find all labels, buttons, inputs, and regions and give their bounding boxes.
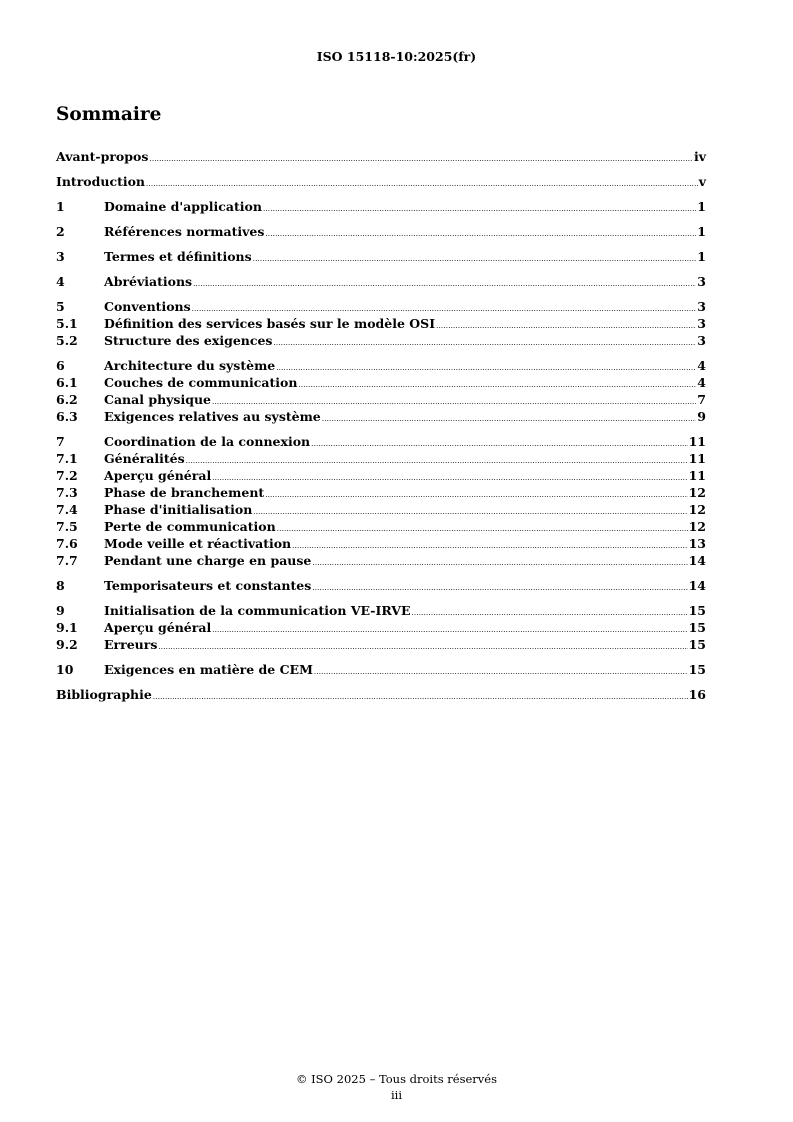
toc-entry-number: 4	[56, 274, 65, 289]
toc-dot-leader	[149, 151, 693, 168]
toc-entry-page[interactable]: 3	[697, 299, 706, 314]
toc-entry-line	[104, 552, 706, 572]
toc-entry-number: 6.2	[56, 392, 78, 407]
toc-entry-page[interactable]: 14	[688, 553, 706, 568]
toc-entry-number: 2	[56, 224, 65, 239]
toc-entry-page[interactable]: 11	[688, 468, 706, 483]
toc-entry-page[interactable]: 4	[697, 375, 706, 390]
toc-entry-number: 7.1	[56, 451, 78, 466]
toc-entry-page[interactable]: 15	[688, 603, 706, 618]
toc-entry-line	[104, 636, 706, 656]
toc-dot-leader	[253, 251, 697, 268]
toc-entry[interactable]	[56, 332, 706, 349]
toc-dot-leader	[312, 580, 687, 597]
toc-dot-leader	[193, 276, 696, 293]
toc-entry[interactable]	[56, 223, 706, 240]
toc-entry[interactable]	[56, 374, 706, 391]
toc-entry-label[interactable]: Perte de communication	[104, 519, 276, 534]
toc-dot-leader	[312, 555, 687, 572]
toc-entry-number: 9	[56, 603, 65, 618]
toc-entry-page[interactable]: 7	[697, 392, 706, 407]
toc-entry[interactable]	[56, 433, 706, 450]
toc-entry-line	[104, 577, 706, 597]
toc-entry-page[interactable]: 12	[688, 485, 706, 500]
toc-entry[interactable]	[56, 636, 706, 653]
toc-entry-line	[104, 408, 706, 428]
toc-entry-number: 7.3	[56, 485, 78, 500]
toc-entry-page[interactable]: 1	[697, 224, 706, 239]
toc-dot-leader	[314, 664, 688, 681]
toc-entry[interactable]	[56, 173, 706, 190]
toc-entry[interactable]	[56, 602, 706, 619]
toc-entry-page[interactable]: 3	[697, 316, 706, 331]
page-number: iii	[390, 1088, 403, 1102]
toc-entry-line	[104, 198, 706, 218]
toc-entry-line	[104, 248, 706, 268]
toc-entry-label[interactable]: Bibliographie	[56, 687, 152, 702]
toc-entry-label[interactable]: Exigences relatives au système	[104, 409, 321, 424]
toc-entry[interactable]	[56, 148, 706, 165]
toc-dot-leader	[263, 201, 696, 218]
toc-entry[interactable]	[56, 450, 706, 467]
toc-entry[interactable]	[56, 273, 706, 290]
toc-entry-page[interactable]: v	[698, 174, 706, 189]
toc-entry-page[interactable]: 12	[688, 519, 706, 534]
toc-entry-label[interactable]: Structure des exigences	[104, 333, 273, 348]
toc-entry[interactable]	[56, 484, 706, 501]
toc-entry-page[interactable]: 15	[688, 637, 706, 652]
toc-entry[interactable]	[56, 686, 706, 703]
table-of-contents	[56, 148, 706, 703]
toc-entry-label[interactable]: Généralités	[104, 451, 185, 466]
toc-entry-line	[104, 332, 706, 352]
toc-entry-label[interactable]: Abréviations	[104, 274, 193, 289]
toc-entry[interactable]	[56, 298, 706, 315]
toc-entry-number: 10	[56, 662, 74, 677]
toc-entry-label[interactable]: Domaine d'application	[104, 199, 262, 214]
toc-entry-line	[56, 173, 706, 193]
toc-entry[interactable]	[56, 467, 706, 484]
toc-dot-leader	[146, 176, 698, 193]
toc-entry-label[interactable]: Coordination de la connexion	[104, 434, 311, 449]
toc-entry-number: 5	[56, 299, 65, 314]
toc-entry-page[interactable]: 13	[688, 536, 706, 551]
toc-dot-leader	[265, 226, 696, 243]
toc-entry[interactable]	[56, 391, 706, 408]
toc-entry-page[interactable]: 12	[688, 502, 706, 517]
toc-entry-label[interactable]: Conventions	[104, 299, 191, 314]
toc-entry-label[interactable]: Avant-propos	[56, 149, 149, 164]
document-header: ISO 15118-10:2025(fr)	[316, 49, 477, 64]
toc-entry-page[interactable]: 14	[688, 578, 706, 593]
toc-entry[interactable]	[56, 501, 706, 518]
toc-entry-label[interactable]: Canal physique	[104, 392, 211, 407]
toc-entry-number: 3	[56, 249, 65, 264]
toc-entry[interactable]	[56, 248, 706, 265]
toc-entry-label[interactable]: Erreurs	[104, 637, 158, 652]
toc-entry-label[interactable]: Mode veille et réactivation	[104, 536, 292, 551]
toc-entry-page[interactable]: 1	[697, 199, 706, 214]
toc-entry-number: 7.4	[56, 502, 78, 517]
toc-entry-page[interactable]: 9	[697, 409, 706, 424]
toc-entry[interactable]	[56, 552, 706, 569]
toc-entry[interactable]	[56, 661, 706, 678]
toc-entry-number: 6	[56, 358, 65, 373]
toc-entry-page[interactable]: 3	[697, 333, 706, 348]
toc-entry-label[interactable]: Phase de branchement	[104, 485, 265, 500]
toc-dot-leader	[158, 639, 687, 656]
toc-entry-page[interactable]: 11	[688, 434, 706, 449]
page-footer	[0, 1071, 793, 1103]
toc-entry-line	[104, 223, 706, 243]
toc-entry-label[interactable]: Termes et définitions	[104, 249, 252, 264]
toc-entry[interactable]	[56, 315, 706, 332]
toc-entry-number: 7	[56, 434, 65, 449]
toc-entry-number: 9.1	[56, 620, 78, 635]
toc-entry-number: 7.5	[56, 519, 78, 534]
toc-entry-number: 8	[56, 578, 65, 593]
toc-entry[interactable]	[56, 518, 706, 535]
toc-entry-label[interactable]: Introduction	[56, 174, 146, 189]
toc-entry-number: 7.2	[56, 468, 78, 483]
toc-entry-label[interactable]: Couches de communication	[104, 375, 298, 390]
toc-dot-leader	[273, 335, 696, 352]
toc-entry-page[interactable]: iv	[693, 149, 706, 164]
toc-entry[interactable]	[56, 577, 706, 594]
toc-entry-label[interactable]: Temporisateurs et constantes	[104, 578, 312, 593]
toc-entry[interactable]	[56, 198, 706, 215]
toc-entry-page[interactable]: 4	[697, 358, 706, 373]
toc-entry-label[interactable]: Exigences en matière de CEM	[104, 662, 313, 677]
toc-entry[interactable]	[56, 535, 706, 552]
toc-entry-page[interactable]: 15	[688, 662, 706, 677]
toc-entry-page[interactable]: 16	[688, 687, 706, 702]
toc-entry-number: 9.2	[56, 637, 78, 652]
toc-entry-label[interactable]: Définition des services basés sur le modèle OSI	[104, 316, 436, 331]
toc-dot-leader	[322, 411, 697, 428]
toc-entry-number: 6.3	[56, 409, 78, 424]
toc-entry-label[interactable]: Architecture du système	[104, 358, 276, 373]
toc-entry-number: 6.1	[56, 375, 78, 390]
toc-entry-number: 7.6	[56, 536, 78, 551]
toc-entry-label[interactable]: Aperçu général	[104, 620, 212, 635]
toc-entry-line	[104, 661, 706, 681]
toc-entry[interactable]	[56, 619, 706, 636]
toc-entry-label[interactable]: Initialisation de la communication VE-IRVE	[104, 603, 411, 618]
toc-dot-leader	[153, 689, 688, 706]
toc-entry-line	[56, 148, 706, 168]
toc-entry-number: 5.1	[56, 316, 78, 331]
toc-entry-page[interactable]: 3	[697, 274, 706, 289]
copyright-notice: © ISO 2025 – Tous droits réservés	[295, 1072, 497, 1086]
toc-entry-number: 7.7	[56, 553, 78, 568]
toc-entry-number: 1	[56, 199, 65, 214]
toc-entry-number: 5.2	[56, 333, 78, 348]
toc-entry-label[interactable]: Pendant une charge en pause	[104, 553, 312, 568]
toc-entry-page[interactable]: 1	[697, 249, 706, 264]
toc-entry-label[interactable]: Phase d'initialisation	[104, 502, 253, 517]
toc-entry-line	[104, 273, 706, 293]
toc-entry[interactable]	[56, 357, 706, 374]
toc-entry-page[interactable]: 15	[688, 620, 706, 635]
toc-entry-label[interactable]: Références normatives	[104, 224, 265, 239]
toc-entry-label[interactable]: Aperçu général	[104, 468, 212, 483]
toc-entry-line	[56, 686, 706, 706]
toc-entry-page[interactable]: 11	[688, 451, 706, 466]
page-title: Sommaire	[56, 104, 162, 125]
toc-entry[interactable]	[56, 408, 706, 425]
